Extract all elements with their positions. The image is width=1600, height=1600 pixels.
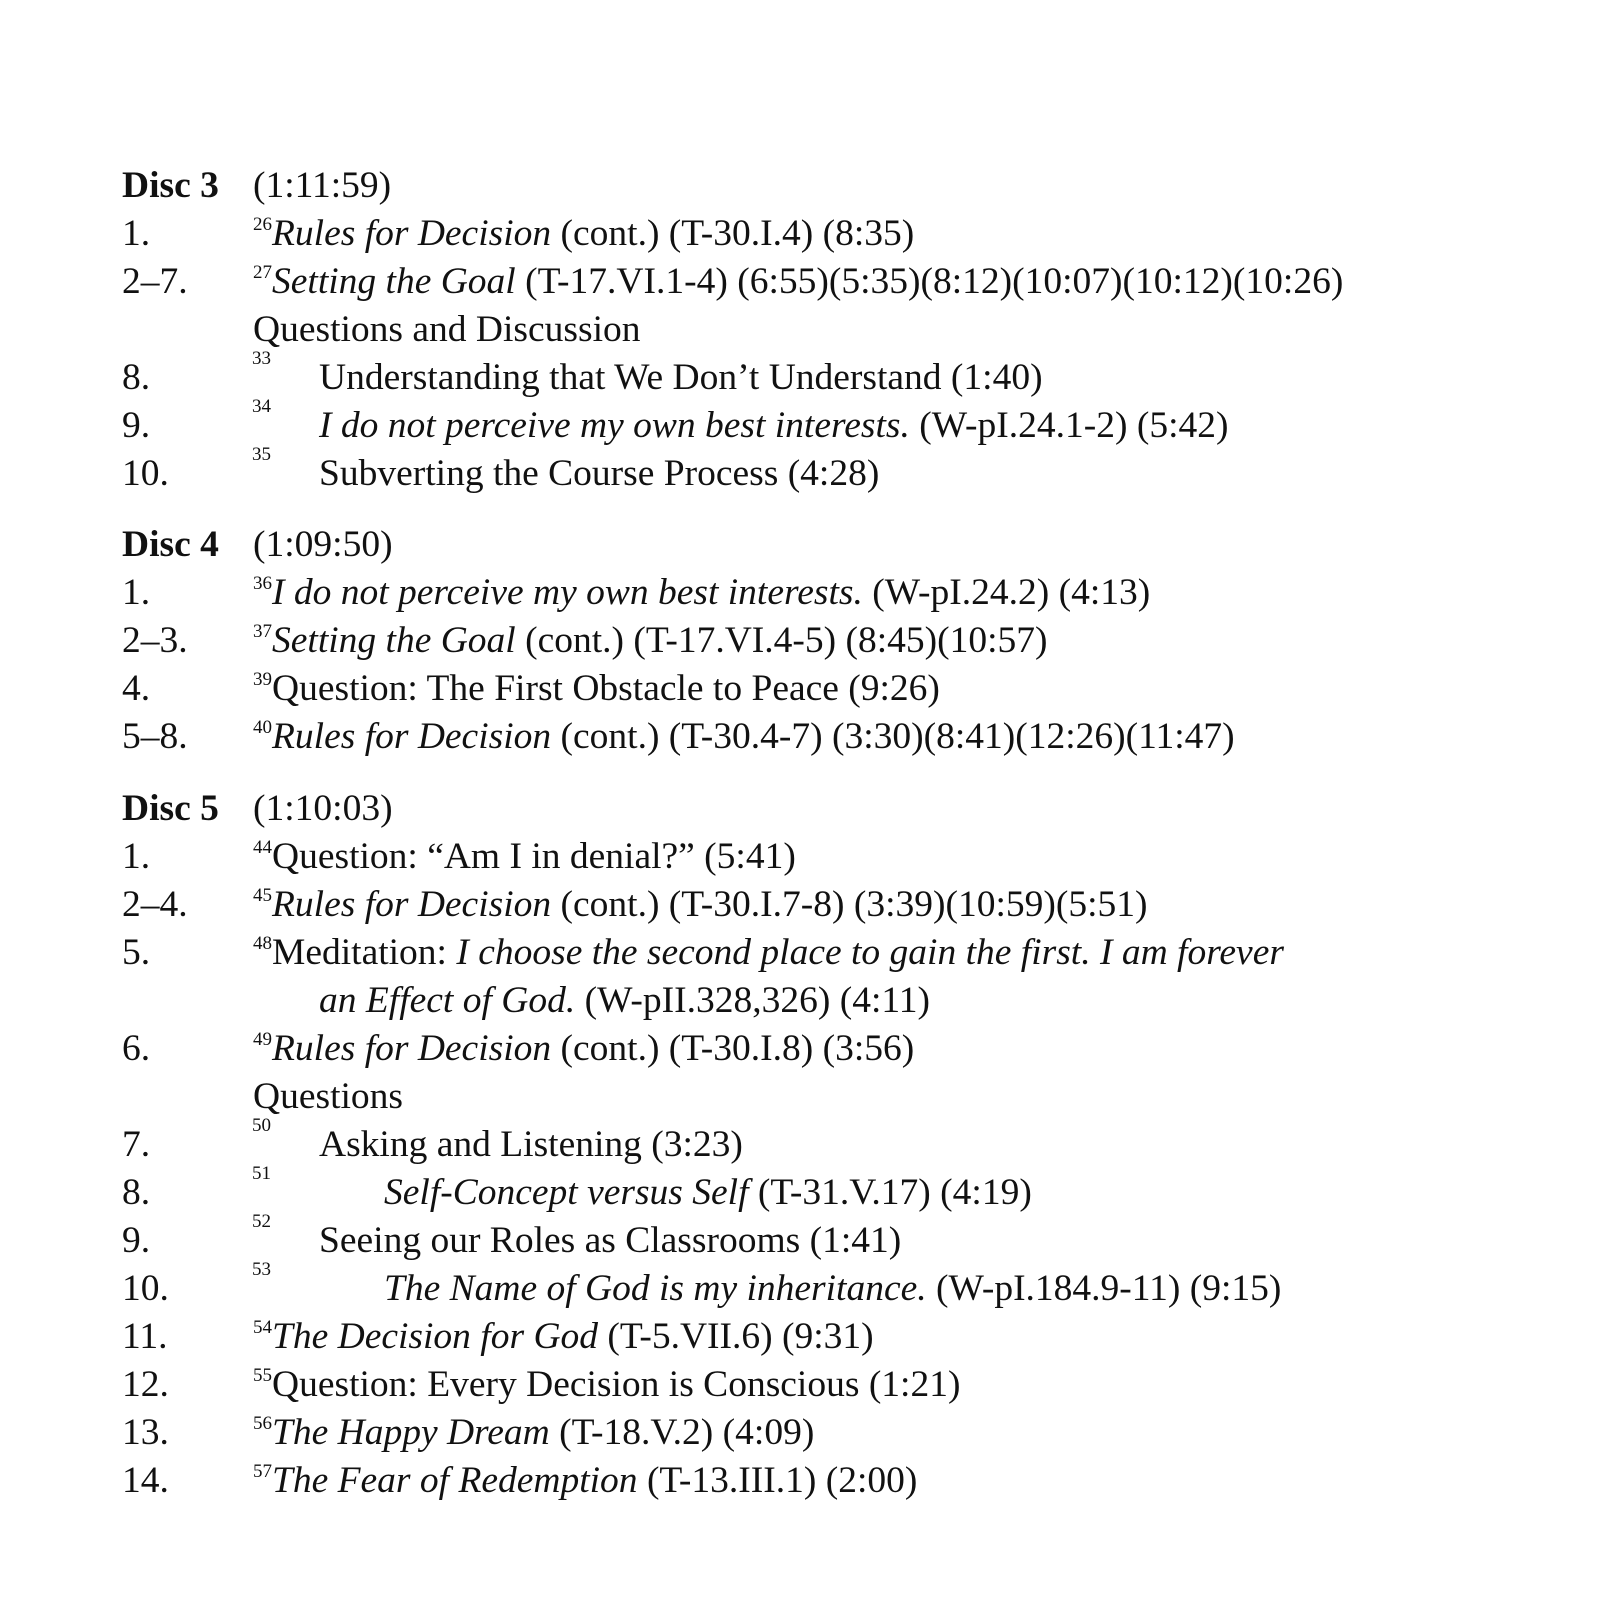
track-reference: (cont.) (T-30.I.4) (8:35) xyxy=(551,213,915,254)
disc-4-section xyxy=(0,521,1600,761)
track-entry xyxy=(0,1025,1600,1073)
track-title: Rules for Decision xyxy=(272,716,552,757)
track-number: 1. xyxy=(122,213,151,254)
disc-label: Disc 5 xyxy=(122,788,219,829)
disc-label: Disc 4 xyxy=(122,524,219,565)
footnote-marker: 55 xyxy=(253,1365,272,1386)
track-title: The Fear of Redemption xyxy=(272,1460,638,1501)
track-title: Rules for Decision xyxy=(272,1028,552,1069)
track-number: 8. xyxy=(122,357,151,398)
track-reference: (cont.) (T-30.I.8) (3:56) xyxy=(551,1028,915,1069)
track-title: I do not perceive my own best interests. xyxy=(272,572,863,613)
footnote-marker: 51 xyxy=(252,1163,271,1184)
track-entry xyxy=(0,396,1600,450)
footnote-marker: 57 xyxy=(253,1461,272,1482)
disc-header xyxy=(0,785,1600,833)
track-entry xyxy=(0,1115,1600,1169)
track-reference: (W-pII.328,326) (4:11) xyxy=(575,980,930,1021)
track-reference: (W-pI.184.9-11) (9:15) xyxy=(926,1268,1282,1309)
track-number: 1. xyxy=(122,572,151,613)
track-number: 10. xyxy=(122,453,169,494)
track-entry xyxy=(0,1313,1600,1361)
track-number: 5–8. xyxy=(122,716,188,757)
disc-5-section xyxy=(0,785,1600,1505)
track-number: 12. xyxy=(122,1364,169,1405)
track-reference: (W-pI.24.2) (4:13) xyxy=(862,572,1151,613)
track-title: Rules for Decision xyxy=(272,213,552,254)
track-number: 11. xyxy=(122,1316,168,1357)
track-title: Setting the Goal xyxy=(272,261,516,302)
footnote-marker: 54 xyxy=(253,1317,272,1338)
track-number: 10. xyxy=(122,1268,169,1309)
disc-header xyxy=(0,521,1600,569)
track-reference: (T-13.III.1) (2:00) xyxy=(637,1460,918,1501)
track-reference: (T-31.V.17) (4:19) xyxy=(748,1172,1032,1213)
section-subheading xyxy=(0,306,1600,354)
track-entry xyxy=(0,665,1600,713)
footnote-marker: 52 xyxy=(252,1211,271,1232)
footnote-marker: 36 xyxy=(253,573,272,594)
footnote-marker: 27 xyxy=(253,262,272,283)
track-number: 13. xyxy=(122,1412,169,1453)
footnote-marker: 39 xyxy=(253,669,272,690)
track-entry xyxy=(0,444,1600,498)
track-number: 6. xyxy=(122,1028,151,1069)
track-entry xyxy=(0,1457,1600,1505)
track-text: Subverting the Course Process (4:28) xyxy=(319,453,880,494)
footnote-marker: 34 xyxy=(252,396,271,417)
track-reference: (T-17.VI.1-4) (6:55)(5:35)(8:12)(10:07)(10:12)(10:26) xyxy=(515,261,1344,302)
disc-3-section xyxy=(0,162,1600,498)
track-entry xyxy=(0,1361,1600,1409)
track-text: Seeing our Roles as Classrooms (1:41) xyxy=(319,1220,902,1261)
subheading-text: Questions and Discussion xyxy=(253,309,641,350)
track-title: I do not perceive my own best interests. xyxy=(319,405,910,446)
track-number: 9. xyxy=(122,405,151,446)
footnote-marker: 56 xyxy=(253,1413,272,1434)
track-reference: (T-18.V.2) (4:09) xyxy=(549,1412,815,1453)
track-text: Asking and Listening (3:23) xyxy=(319,1124,743,1165)
track-number: 2–3. xyxy=(122,620,188,661)
track-entry xyxy=(0,210,1600,258)
track-title: The Name of God is my inheritance. xyxy=(384,1268,927,1309)
footnote-marker: 49 xyxy=(253,1029,272,1050)
track-entry xyxy=(0,348,1600,402)
footnote-marker: 44 xyxy=(253,837,272,858)
disc-header xyxy=(0,162,1600,210)
track-title: Rules for Decision xyxy=(272,884,552,925)
footnote-marker: 33 xyxy=(252,348,271,369)
disc-duration: (1:10:03) xyxy=(253,788,393,829)
subheading-text: Questions xyxy=(253,1076,403,1117)
track-text: Understanding that We Don’t Understand (1:40) xyxy=(319,357,1043,398)
track-entry xyxy=(0,1409,1600,1457)
track-number: 8. xyxy=(122,1172,151,1213)
track-entry xyxy=(0,713,1600,761)
track-number: 1. xyxy=(122,836,151,877)
track-number: 5. xyxy=(122,932,151,973)
footnote-marker: 40 xyxy=(253,717,272,738)
footnote-marker: 35 xyxy=(252,444,271,465)
track-text: Question: The First Obstacle to Peace (9:26) xyxy=(272,668,940,709)
footnote-marker: 48 xyxy=(253,933,272,954)
disc-duration: (1:09:50) xyxy=(253,524,393,565)
track-number: 9. xyxy=(122,1220,151,1261)
footnote-marker: 37 xyxy=(253,621,272,642)
track-number: 7. xyxy=(122,1124,151,1165)
track-entry xyxy=(0,1259,1600,1313)
track-title-continuation: an Effect of God. xyxy=(319,980,576,1021)
footnote-marker: 45 xyxy=(253,885,272,906)
track-reference: (W-pI.24.1-2) (5:42) xyxy=(909,405,1229,446)
track-number: 2–4. xyxy=(122,884,188,925)
track-reference: (cont.) (T-30.I.7-8) (3:39)(10:59)(5:51) xyxy=(551,884,1148,925)
track-reference: (cont.) (T-17.VI.4-5) (8:45)(10:57) xyxy=(515,620,1048,661)
track-entry-continuation xyxy=(0,977,1600,1025)
track-entry xyxy=(0,617,1600,665)
track-entry xyxy=(0,1163,1600,1217)
track-entry xyxy=(0,833,1600,881)
track-entry xyxy=(0,881,1600,929)
footnote-marker: 53 xyxy=(252,1259,271,1280)
track-text: Question: Every Decision is Conscious (1:21) xyxy=(272,1364,961,1405)
footnote-marker: 26 xyxy=(253,214,272,235)
track-entry xyxy=(0,258,1600,306)
disc-duration: (1:11:59) xyxy=(253,165,392,206)
footnote-marker: 50 xyxy=(252,1115,271,1136)
track-title: The Happy Dream xyxy=(272,1412,550,1453)
track-reference: (T-5.VII.6) (9:31) xyxy=(598,1316,874,1357)
track-title: Setting the Goal xyxy=(272,620,516,661)
track-prefix: Meditation: xyxy=(272,932,457,973)
track-number: 14. xyxy=(122,1460,169,1501)
track-number: 4. xyxy=(122,668,151,709)
track-entry xyxy=(0,1211,1600,1265)
track-number: 2–7. xyxy=(122,261,188,302)
track-title: Self-Concept versus Self xyxy=(384,1172,749,1213)
track-entry xyxy=(0,929,1600,977)
track-title: The Decision for God xyxy=(272,1316,599,1357)
track-text: Question: “Am I in denial?” (5:41) xyxy=(272,836,796,877)
track-reference: (cont.) (T-30.4-7) (3:30)(8:41)(12:26)(11:47) xyxy=(551,716,1235,757)
section-subheading xyxy=(0,1073,1600,1121)
disc-label: Disc 3 xyxy=(122,165,219,206)
track-entry xyxy=(0,569,1600,617)
track-title: I choose the second place to gain the first. I am forever xyxy=(456,932,1284,973)
